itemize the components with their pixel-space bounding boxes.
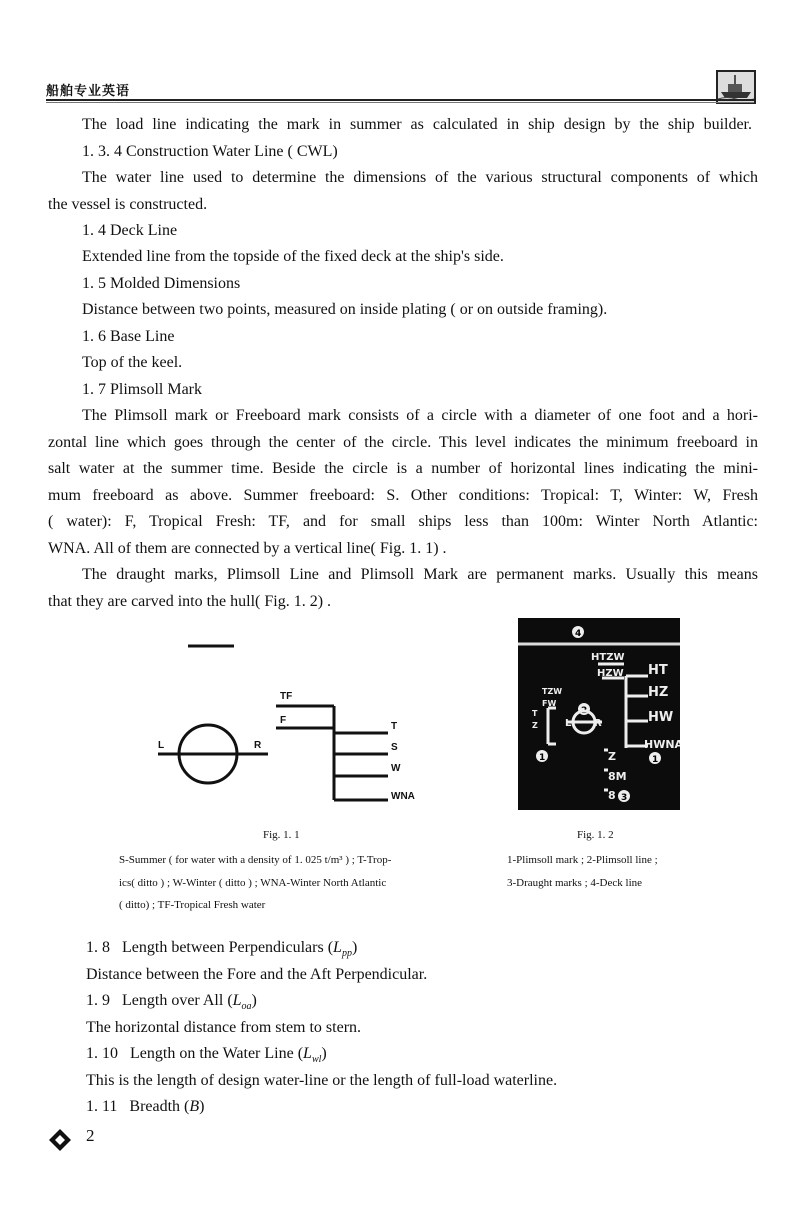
photo-label-hz: HZ [648, 685, 669, 700]
photo-draught-mark: Z [608, 750, 616, 763]
photo-num-2: 2 [581, 706, 588, 716]
photo-num-3: 3 [621, 793, 628, 803]
section-heading: 1. 4 Deck Line [82, 222, 178, 239]
photo-label-r: R [594, 718, 602, 729]
body-line: mum freeboard as above. Summer freeboard: S. Other conditions: Tropical: T, Winter: W, Fresh [48, 487, 758, 504]
body-line: ( water): F, Tropical Fresh: TF, and for small ships less than 100m: Winter North Atlantic: [48, 513, 758, 530]
page-number: 2 [86, 1126, 95, 1145]
figure-caption-title: Fig. 1. 2 [577, 829, 614, 841]
section-heading-lpp: 1. 8 Length between Perpendiculars $(L_{pp})$ [86, 939, 358, 960]
symbol-l: L [333, 939, 342, 956]
subscript-wl: wl [311, 1054, 322, 1066]
label-l: L [158, 740, 165, 751]
label-r: R [254, 740, 262, 751]
body-line: Top of the keel. [82, 354, 183, 371]
photo-num-4: 4 [575, 629, 582, 639]
figure-caption-title: Fig. 1. 1 [263, 829, 300, 841]
hull-marks-photo [518, 618, 680, 810]
section-heading-lwl: 1. 10 Length on the Water Line $(L_{wl})$ [86, 1045, 327, 1066]
label-s: S [391, 742, 398, 753]
section-title: Length over All ( [122, 992, 233, 1009]
symbol-l: L [232, 992, 242, 1009]
photo-label-ht: HT [648, 663, 668, 678]
header-rule-thin [46, 102, 754, 103]
body-line: Distance between the Fore and the Aft Perpendicular. [86, 966, 428, 983]
figure-caption-line: ics( ditto ) ; W-Winter ( ditto ) ; WNA-Winter North Atlantic [119, 877, 387, 889]
page-corner-icon [48, 1128, 72, 1152]
subscript-pp: pp [341, 948, 352, 960]
photo-label-tzw: TZW [542, 687, 563, 696]
body-line: WNA. All of them are connected by a vertical line( Fig. 1. 1) . [48, 540, 447, 557]
photo-label-hw: HW [648, 710, 674, 725]
plimsoll-mark-diagram [150, 630, 440, 810]
body-line: Extended line from the topside of the fixed deck at the ship's side. [82, 248, 504, 265]
body-line: Distance between two points, measured on inside plating ( or on outside framing). [82, 301, 608, 318]
body-line: zontal line which goes through the center of the circle. This level indicates the minimum freeboard in [48, 434, 758, 451]
photo-draught-mark: 8M [608, 770, 627, 783]
label-f: F [280, 715, 287, 726]
body-line: the vessel is constructed. [48, 196, 208, 213]
body-line: The Plimsoll mark or Freeboard mark consists of a circle with a diameter of one foot and a hori- [82, 407, 758, 424]
photo-label-t: T [532, 709, 538, 718]
section-heading: 1. 3. 4 Construction Water Line ( CWL) [82, 143, 338, 160]
photo-num-1b: 1 [652, 755, 659, 765]
photo-label-z: Z [532, 721, 538, 730]
figure-caption-line: 3-Draught marks ; 4-Deck line [507, 877, 643, 889]
body-line: that they are carved into the hull( Fig. 1. 2) . [48, 593, 332, 610]
body-line: The draught marks, Plimsoll Line and Plimsoll Mark are permanent marks. Usually this means [82, 566, 758, 583]
symbol-l: L [303, 1045, 312, 1062]
body-line: The load line indicating the mark in summer as calculated in ship design by the ship builder. [82, 116, 752, 133]
section-heading: 1. 7 Plimsoll Mark [82, 381, 203, 398]
section-heading-breadth: 1. 11 Breadth (B) [86, 1098, 205, 1115]
section-number: 1. 10 [86, 1045, 118, 1062]
section-heading: 1. 5 Molded Dimensions [82, 275, 241, 292]
photo-label-htzw: HTZW [591, 652, 625, 663]
section-title: Length on the Water Line ( [130, 1045, 304, 1062]
section-title: Breadth ( [129, 1098, 190, 1115]
running-header: 船舶专业英语 [46, 84, 131, 99]
label-tf: TF [280, 691, 293, 702]
header-rule [46, 99, 754, 101]
subscript-oa: oa [241, 1001, 252, 1013]
figure-caption-line: S-Summer ( for water with a density of 1. 025 t/m³ ) ; T-Trop- [119, 854, 392, 866]
photo-label-hwna: HWNA [644, 738, 680, 751]
photo-label-hzw: HZW [597, 668, 624, 679]
section-heading-loa: 1. 9 Length over All $(L_{oa})$ [86, 992, 257, 1013]
body-line: The horizontal distance from stem to stern. [86, 1019, 362, 1036]
section-number: 1. 9 [86, 992, 110, 1009]
label-t: T [391, 721, 398, 732]
section-number: 1. 8 [86, 939, 110, 956]
symbol-b: B [189, 1098, 200, 1115]
label-w: W [391, 763, 401, 774]
section-number: 1. 11 [86, 1098, 118, 1115]
figure-caption-line: 1-Plimsoll mark ; 2-Plimsoll line ; [507, 854, 658, 866]
section-heading: 1. 6 Base Line [82, 328, 175, 345]
label-wna: WNA [391, 791, 415, 802]
photo-num-1: 1 [539, 753, 546, 763]
body-line: The water line used to determine the dimensions of the various structural components of which [82, 169, 758, 186]
body-line: salt water at the summer time. Beside the circle is a number of horizontal lines indicating the mini- [48, 460, 758, 477]
photo-label-fw: FW [542, 699, 557, 708]
body-line: This is the length of design water-line or the length of full-load waterline. [86, 1072, 558, 1089]
photo-label-l: L [565, 718, 572, 729]
section-title: Length between Perpendiculars ( [122, 939, 334, 956]
photo-draught-mark: 8 [608, 789, 616, 802]
figure-caption-line: ( ditto) ; TF-Tropical Fresh water [119, 899, 266, 911]
